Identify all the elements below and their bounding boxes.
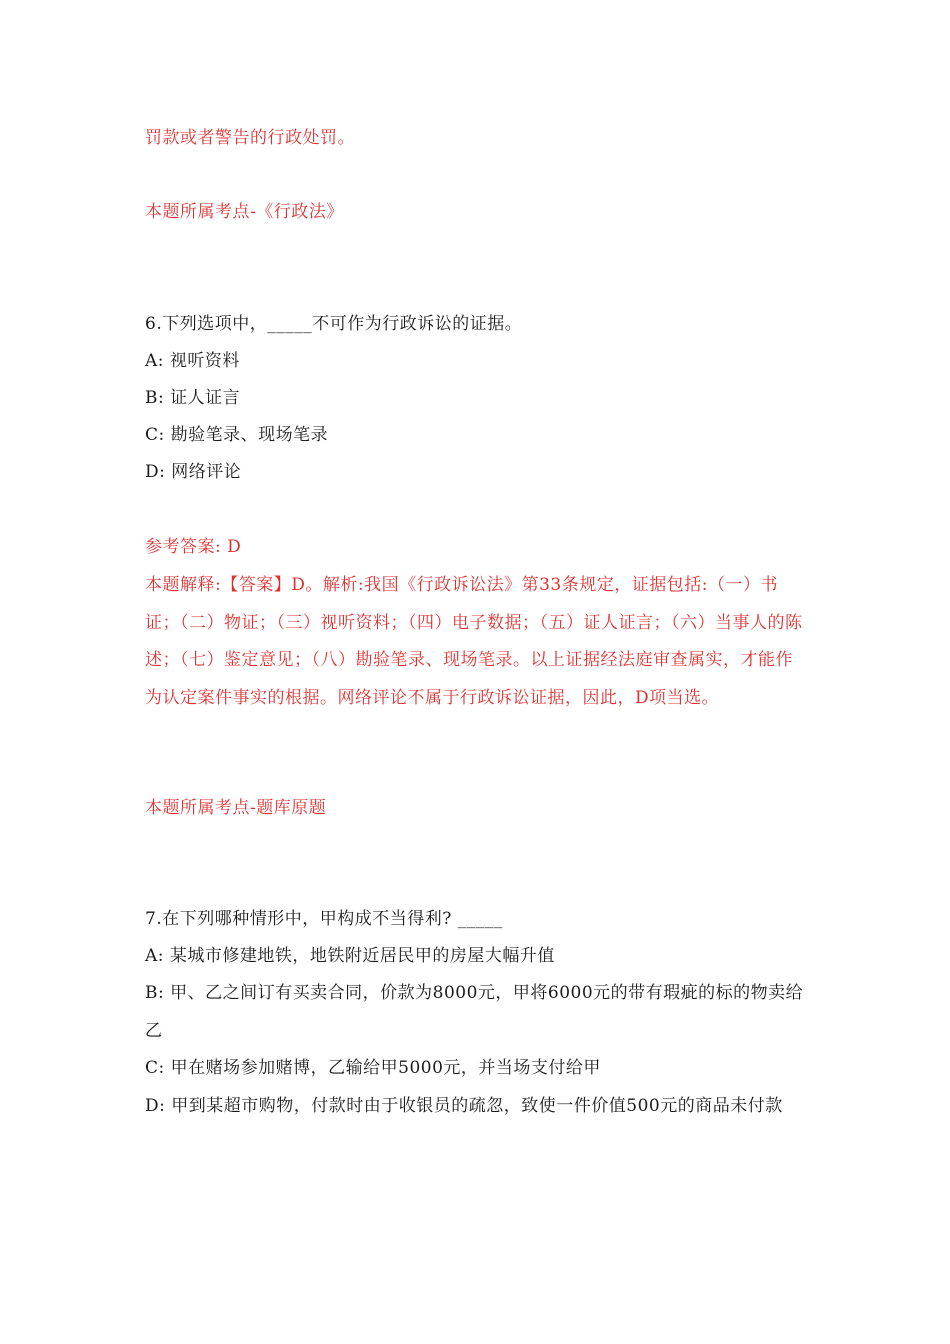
q7-option-b: B: 甲、乙之间订有买卖合同，价款为8000元，甲将6000元的带有瑕疵的标的物卖给乙 xyxy=(145,983,804,1041)
q7-option-d: D: 甲到某超市购物，付款时由于收银员的疏忽，致使一件价值500元的商品未付款 xyxy=(145,1096,783,1116)
previous-topic: 本题所属考点-《行政法》 xyxy=(145,202,344,222)
q7-option-a: A: 某城市修建地铁，地铁附近居民甲的房屋大幅升值 xyxy=(145,946,555,966)
q6-option-a: A: 视听资料 xyxy=(145,351,240,371)
q6-option-d: D: 网络评论 xyxy=(145,462,242,482)
q6-explanation: 本题解释:【答案】D。解析:我国《行政诉讼法》第33条规定，证据包括:（一）书证；（二）物证；（三）视听资料；（四）电子数据；（五）证人证言；（六）当事人的陈述；（七）鉴定意见；（八）勘验笔录、现场笔录。以上证据经法庭审查属实，才能作为认定案件事实的根据。网络评论不属于行政诉讼证据，因此，D项当选。 xyxy=(145,575,803,708)
q7-stem: 7.在下列哪种情形中，甲构成不当得利? _____ xyxy=(145,909,503,929)
q6-stem: 6.下列选项中，_____不可作为行政诉讼的证据。 xyxy=(145,314,523,334)
previous-answer-tail: 罚款或者警告的行政处罚。 xyxy=(145,128,355,148)
q6-option-b: B: 证人证言 xyxy=(145,388,241,408)
q6-answer: 参考答案: D xyxy=(145,537,242,557)
q6-topic: 本题所属考点-题库原题 xyxy=(145,798,327,818)
q6-option-c: C: 勘验笔录、现场笔录 xyxy=(145,425,329,445)
q7-option-c: C: 甲在赌场参加赌博，乙输给甲5000元，并当场支付给甲 xyxy=(145,1058,601,1078)
